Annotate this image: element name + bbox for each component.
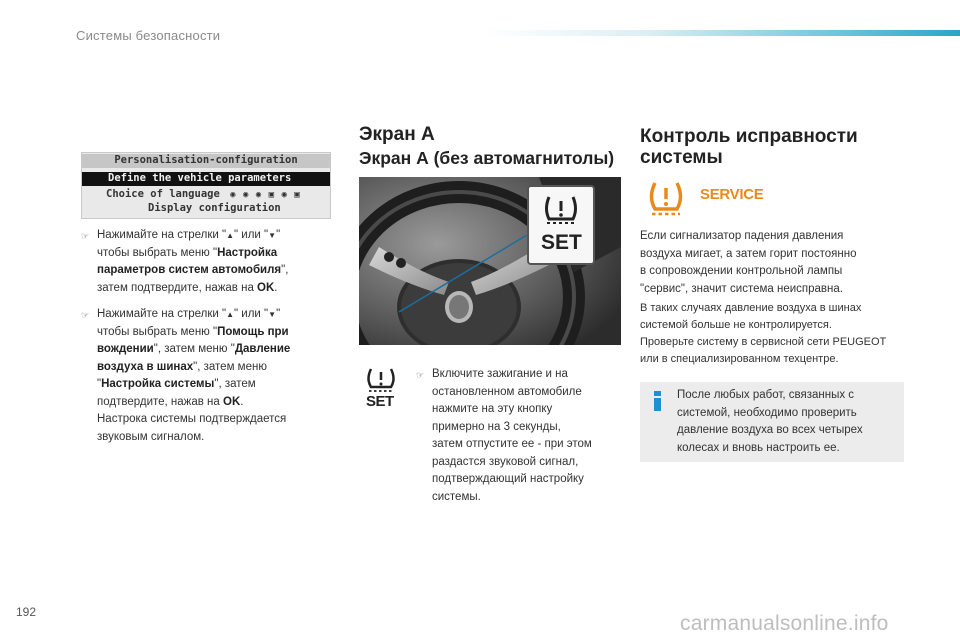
text: системы.	[432, 490, 481, 503]
text: ", затем меню	[193, 360, 267, 373]
text: чтобы выбрать меню "	[97, 325, 218, 338]
tire-pressure-icon	[541, 193, 581, 227]
text: Если сигнализатор падения давления	[640, 230, 844, 242]
lcd-menu-item-language	[82, 188, 330, 202]
set-button-icon	[364, 366, 398, 410]
text: звуковым сигналом.	[97, 430, 205, 443]
header-accent-bar	[486, 30, 960, 36]
text: примерно на 3 секунды,	[432, 420, 561, 433]
set-button-callout	[527, 185, 595, 265]
text: Проверьте систему в сервисной сети PEUGEOT	[640, 336, 887, 348]
instruction-set-button	[416, 366, 622, 506]
text: в сопровождении контрольной лампы	[640, 265, 843, 277]
tire-pressure-icon	[646, 180, 686, 218]
ok-key-label: OK	[257, 281, 275, 294]
lcd-menu-item-display: Display configuration	[148, 202, 281, 214]
text: .	[274, 281, 278, 294]
set-button-label: SET	[541, 231, 582, 254]
text: Нажимайте на стрелки "	[97, 308, 227, 320]
page-number: 192	[16, 605, 37, 619]
menu-name-bold: Настройка	[217, 246, 278, 259]
arrow-down-icon: ▼	[268, 231, 277, 240]
text: затем подтвердите, нажав на	[97, 281, 258, 294]
menu-name-bold: Настройка системы	[101, 378, 215, 390]
dashboard-photo	[359, 177, 621, 345]
info-icon-stem	[654, 398, 661, 411]
menu-name-bold: Помощь при	[217, 325, 289, 338]
bullet-marker-icon: ☞	[81, 310, 90, 320]
heading-screen-a: Экран А	[359, 124, 435, 145]
text: "	[97, 378, 102, 390]
info-icon	[653, 391, 662, 411]
lcd-flag-icons: ◉ ◉ ◉ ▣ ◉ ▣	[230, 190, 301, 200]
lcd-menu-title: Personalisation-configuration	[82, 154, 330, 168]
text: ", затем	[214, 378, 256, 390]
text: остановленном автомобиле	[432, 385, 582, 398]
text: В таких случаях давление воздуха в шинах	[640, 302, 862, 314]
menu-name-bold: воздуха в шинах	[97, 360, 194, 373]
text: .	[240, 395, 244, 408]
text: подтвердите, нажав на	[97, 395, 223, 408]
info-note-text	[677, 387, 899, 457]
lcd-menu-item-selected: Define the vehicle parameters	[82, 172, 330, 186]
lcd-menu-display	[81, 152, 331, 219]
text: давление воздуха во всех четырех	[677, 424, 863, 436]
text: Нажимайте на стрелки "	[97, 229, 227, 241]
text: ",	[281, 264, 289, 276]
service-warning-label: SERVICE	[700, 186, 764, 203]
text: чтобы выбрать меню "	[97, 246, 218, 259]
watermark: carmanualsonline.info	[680, 612, 889, 635]
text: После любых работ, связанных с	[677, 389, 855, 401]
text: системой, необходимо проверить	[677, 406, 857, 419]
set-icon-label: SET	[366, 393, 394, 410]
text: Включите зажигание и на	[432, 368, 568, 380]
instruction-bullet-1	[81, 227, 337, 297]
bullet-marker-icon: ☞	[81, 231, 90, 241]
tire-pressure-icon	[364, 366, 398, 394]
text: нажмите на эту кнопку	[432, 403, 553, 415]
lcd-language-label: Choice of language	[106, 188, 220, 200]
heading-screen-a-no-radio: Экран А (без автомагнитолы)	[359, 148, 615, 168]
menu-name-bold: вождении	[97, 343, 154, 355]
fault-action	[640, 300, 915, 368]
info-icon-dot	[654, 391, 661, 396]
text: "	[276, 229, 281, 241]
text: " или "	[234, 308, 269, 320]
section-title: Системы безопасности	[76, 28, 221, 43]
tire-pressure-warning-icon	[646, 180, 686, 218]
menu-name-bold: параметров систем автомобиля	[97, 264, 282, 276]
text: " или "	[234, 229, 269, 241]
text: колесах и вновь настроить ее.	[677, 441, 840, 454]
text: ", затем меню "	[153, 343, 235, 355]
text: "	[276, 308, 281, 320]
text: затем отпустите ее - при этом	[432, 438, 592, 450]
text: раздастся звуковой сигнал,	[432, 455, 579, 468]
bullet-marker-icon: ☞	[416, 370, 425, 380]
text: Настрока системы подтверждается	[97, 413, 287, 425]
heading-line: системы	[640, 147, 723, 168]
text: системой больше не контролируется.	[640, 319, 832, 331]
fault-description	[640, 228, 910, 298]
arrow-down-icon: ▼	[268, 310, 277, 319]
ok-key-label: OK	[223, 395, 241, 408]
instruction-bullet-2	[81, 306, 337, 446]
text: или в специализированном техцентре.	[640, 353, 839, 365]
heading-system-check	[640, 126, 900, 168]
heading-line: Контроль исправности	[640, 126, 858, 147]
text: подтверждающий настройку	[432, 473, 584, 485]
arrow-up-icon: ▲	[226, 310, 235, 319]
menu-name-bold: Давление	[234, 343, 291, 355]
arrow-up-icon: ▲	[226, 231, 235, 240]
text: воздуха мигает, а затем горит постоянно	[640, 247, 857, 260]
text: "сервис", значит система неисправна.	[640, 282, 843, 295]
